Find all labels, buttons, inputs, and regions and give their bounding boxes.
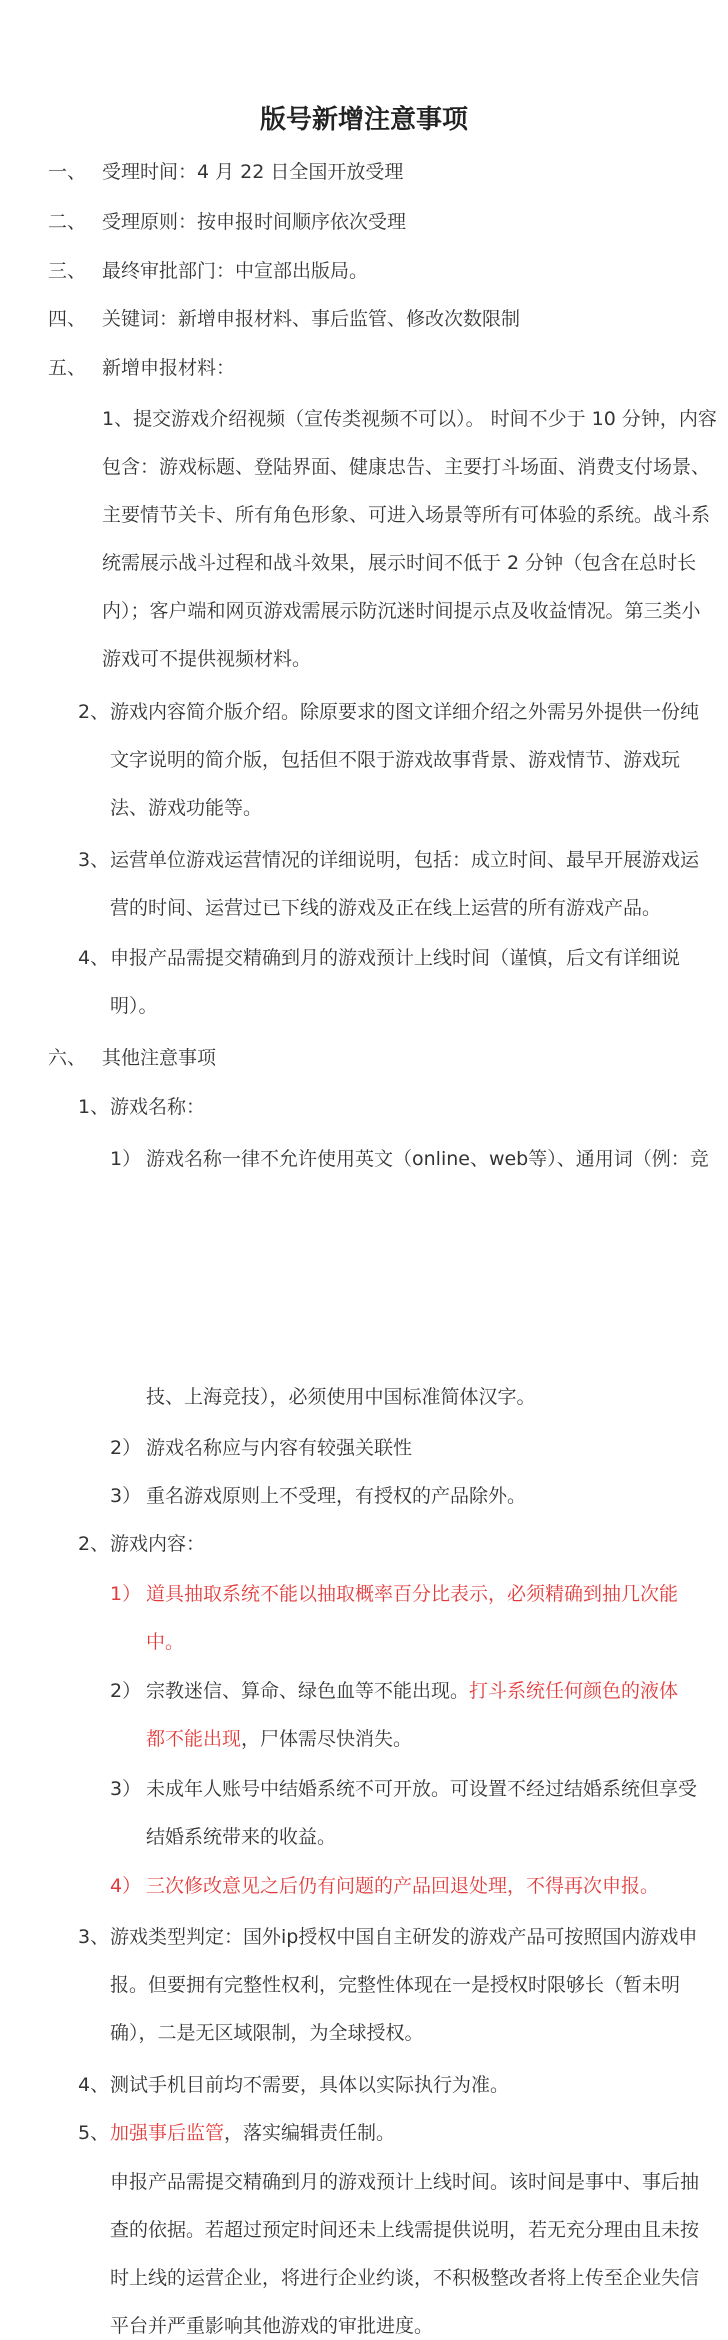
s5-item4-number: 4、 bbox=[78, 947, 110, 969]
s6-item2-sub4-text: 三次修改意见之后仍有问题的产品回退处理，不得再次申报。 bbox=[146, 1875, 660, 1897]
s5-item1-line: 1、提交游戏介绍视频（宣传类视频不可以）。 时间不少于 10 分钟，内容 bbox=[102, 408, 717, 430]
s6-item1-sub3-text: 重名游戏原则上不受理，有授权的产品除外。 bbox=[146, 1485, 527, 1507]
s6-item1-number: 1、 bbox=[78, 1096, 110, 1118]
section-1-text: 受理时间：4 月 22 日全国开放受理 bbox=[102, 161, 404, 183]
s6-item1-sub3-number: 3） bbox=[110, 1485, 142, 1507]
s6-item3-line: 报。但要拥有完整性权利，完整性体现在一是授权时限够长（暂未明 bbox=[110, 1974, 681, 1996]
s5-item4-line: 明）。 bbox=[110, 995, 158, 1017]
page-title: 版号新增注意事项 bbox=[259, 105, 468, 135]
s6-item5-red: 加强事后监管 bbox=[110, 2122, 225, 2144]
section-4-text: 关键词：新增申报材料、事后监管、修改次数限制 bbox=[102, 308, 521, 330]
s6-item1-label: 游戏名称： bbox=[110, 1096, 206, 1118]
s5-item1-line: 统需展示战斗过程和战斗效果，展示时间不低于 2 分钟（包含在总时长 bbox=[102, 552, 697, 574]
section-2-number: 二、 bbox=[48, 211, 87, 233]
s6-item5-heading bbox=[110, 2119, 395, 2147]
s6-item2-sub2-red: 都不能出现 bbox=[146, 1728, 242, 1750]
s5-item2-line: 游戏内容简介版介绍。除原要求的图文详细介绍之外需另外提供一份纯 bbox=[110, 701, 700, 723]
s6-item2-sub2-post: ，尸体需尽快消失。 bbox=[241, 1728, 413, 1750]
s6-item3-number: 3、 bbox=[78, 1926, 110, 1948]
s6-item5-line: 申报产品需提交精确到月的游戏预计上线时间。该时间是事中、事后抽 bbox=[110, 2171, 700, 2193]
s6-item2-sub2-pre: 宗教迷信、算命、绿色血等不能出现。 bbox=[146, 1680, 470, 1702]
section-6-text: 其他注意事项 bbox=[102, 1047, 217, 1069]
s6-item2-sub1-line: 中。 bbox=[146, 1631, 185, 1653]
s6-item2-sub1-line: 道具抽取系统不能以抽取概率百分比表示，必须精确到抽几次能 bbox=[146, 1583, 679, 1605]
s6-item5-line: 查的依据。若超过预定时间还未上线需提供说明，若无充分理由且未按 bbox=[110, 2219, 700, 2241]
s6-item2-number: 2、 bbox=[78, 1533, 110, 1555]
s5-item2-line: 文字说明的简介版，包括但不限于游戏故事背景、游戏情节、游戏玩 bbox=[110, 749, 681, 771]
s6-item1-sub2-number: 2） bbox=[110, 1437, 142, 1459]
s6-item2-sub2-red: 打斗系统任何颜色的液体 bbox=[469, 1680, 679, 1702]
s6-item4-number: 4、 bbox=[78, 2074, 110, 2096]
s6-item2-sub2-line bbox=[146, 1677, 678, 1705]
s6-item3-line: 确），二是无区域限制，为全球授权。 bbox=[110, 2022, 424, 2044]
s6-item2-sub3-line: 未成年人账号中结婚系统不可开放。可设置不经过结婚系统但享受 bbox=[146, 1778, 698, 1800]
s6-item1-sub1-line: 技、上海竞技），必须使用中国标准简体汉字。 bbox=[146, 1386, 536, 1408]
s5-item1-line: 包含：游戏标题、登陆界面、健康忠告、主要打斗场面、消费支付场景、 bbox=[102, 456, 711, 478]
section-5-number: 五、 bbox=[48, 357, 87, 379]
s5-item3-number: 3、 bbox=[78, 849, 110, 871]
s6-item1-sub1-number: 1） bbox=[110, 1148, 142, 1170]
s5-item2-line: 法、游戏功能等。 bbox=[110, 797, 263, 819]
s6-item4-text: 测试手机目前均不需要，具体以实际执行为准。 bbox=[110, 2074, 510, 2096]
section-3-text: 最终审批部门：中宣部出版局。 bbox=[102, 260, 369, 282]
section-2-text: 受理原则：按申报时间顺序依次受理 bbox=[102, 211, 407, 233]
section-6-number: 六、 bbox=[48, 1047, 87, 1069]
s6-item5-line: 时上线的运营企业，将进行企业约谈，不积极整改者将上传至企业失信 bbox=[110, 2267, 700, 2289]
s6-item5-post: ，落实编辑责任制。 bbox=[224, 2122, 396, 2144]
s5-item1-line: 主要情节关卡、所有角色形象、可进入场景等所有可体验的系统。战斗系 bbox=[102, 504, 711, 526]
s6-item2-sub2-line bbox=[146, 1725, 412, 1753]
section-3-number: 三、 bbox=[48, 260, 87, 282]
s6-item2-sub4-number: 4） bbox=[110, 1875, 142, 1897]
s6-item1-sub2-text: 游戏名称应与内容有较强关联性 bbox=[146, 1437, 413, 1459]
s5-item3-line: 营的时间、运营过已下线的游戏及正在线上运营的所有游戏产品。 bbox=[110, 897, 662, 919]
s6-item2-label: 游戏内容： bbox=[110, 1533, 206, 1555]
s6-item2-sub3-line: 结婚系统带来的收益。 bbox=[146, 1826, 337, 1848]
section-4-number: 四、 bbox=[48, 308, 87, 330]
section-1-number: 一、 bbox=[48, 161, 87, 183]
s6-item1-sub1-line: 游戏名称一律不允许使用英文（online、web等）、通用词（例：竞 bbox=[146, 1148, 709, 1170]
s5-item1-line: 内）；客户端和网页游戏需展示防沉迷时间提示点及收益情况。第三类小 bbox=[102, 600, 701, 622]
s6-item3-line: 游戏类型判定：国外ip授权中国自主研发的游戏产品可按照国内游戏申 bbox=[110, 1926, 698, 1948]
s6-item5-line: 平台并严重影响其他游戏的审批进度。 bbox=[110, 2315, 434, 2337]
section-5-text: 新增申报材料： bbox=[102, 357, 236, 379]
s5-item2-number: 2、 bbox=[78, 701, 110, 723]
s6-item2-sub3-number: 3） bbox=[110, 1778, 142, 1800]
s6-item2-sub1-number: 1） bbox=[110, 1583, 142, 1605]
s6-item5-number: 5、 bbox=[78, 2122, 110, 2144]
s5-item1-line: 游戏可不提供视频材料。 bbox=[102, 648, 312, 670]
s6-item2-sub2-number: 2） bbox=[110, 1680, 142, 1702]
s5-item4-line: 申报产品需提交精确到月的游戏预计上线时间（谨慎，后文有详细说 bbox=[110, 947, 681, 969]
s5-item3-line: 运营单位游戏运营情况的详细说明，包括：成立时间、最早开展游戏运 bbox=[110, 849, 700, 871]
